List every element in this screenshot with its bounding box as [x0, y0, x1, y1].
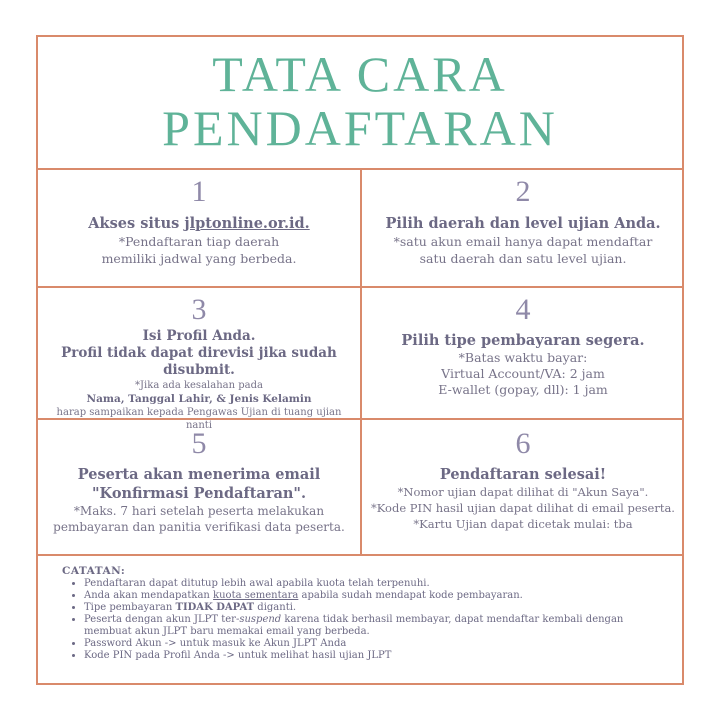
notes-list — [62, 578, 662, 662]
list-item — [84, 614, 662, 638]
list-item — [84, 602, 662, 614]
step-number: 5 — [191, 427, 207, 460]
step-number: 2 — [515, 175, 531, 208]
step-heading — [42, 214, 356, 233]
note-text-bold: TIDAK DAPAT — [175, 602, 255, 613]
step-heading: Profil tidak dapat direvisi jika sudah disubmit. — [61, 345, 337, 378]
notes-section — [62, 565, 662, 662]
step-4 — [362, 292, 684, 398]
step-note: *Jika ada kesalahan pada — [135, 380, 263, 391]
step-2 — [362, 174, 684, 267]
step-note: *Batas waktu bayar: — [458, 350, 588, 365]
step-heading: Pendaftaran selesai! — [439, 466, 607, 483]
step-heading: Pilih daerah dan level ujian Anda. — [385, 215, 661, 232]
list-item: • Password Akun -> untuk masuk ke Akun JLPT Anda — [84, 638, 662, 650]
step-number: 4 — [515, 293, 531, 326]
step-note: satu daerah dan satu level ujian. — [419, 251, 627, 266]
step-heading: "Konfirmasi Pendaftaran". — [91, 485, 307, 502]
step-1 — [38, 174, 360, 267]
note-text: Peserta dengan akun JLPT ter- — [84, 614, 240, 625]
title-line-2: PENDAFTARAN — [162, 100, 558, 156]
step-note: E-wallet (gopay, dll): 1 jam — [438, 382, 608, 397]
step-note: *Kode PIN hasil ujian dapat dilihat di email peserta. — [371, 501, 675, 515]
list-item — [84, 590, 662, 602]
step-note: *Maks. 7 hari setelah peserta melakukan — [73, 504, 325, 518]
step-heading: Isi Profil Anda. — [142, 328, 256, 344]
note-text: diganti. — [254, 602, 297, 613]
step-heading: Pilih tipe pembayaran segera. — [401, 332, 645, 349]
step-heading-text: Akses situs — [88, 215, 185, 232]
note-text-italic: suspend — [239, 614, 282, 625]
step-number: 6 — [515, 427, 531, 460]
notes-title: CATATAN: — [62, 565, 126, 577]
step-note: *Kartu Ujian dapat dicetak mulai: tba — [413, 517, 633, 531]
note-text: apabila sudah mendapat kode pembayaran. — [298, 590, 523, 601]
note-text: Anda akan mendapatkan — [84, 590, 214, 601]
step-note-bold: Nama, Tanggal Lahir, & Jenis Kelamin — [86, 393, 312, 405]
step-note: memiliki jadwal yang berbeda. — [101, 251, 297, 266]
step-number: 1 — [191, 175, 207, 208]
note-text: karena tidak berhasil membayar, dapat mendaftar kembali dengan membuat akun JLPT baru memakai email yang berbeda. — [84, 614, 624, 637]
step-note: harap sampaikan kepada Pengawas Ujian di tuang ujian nanti — [56, 407, 342, 431]
note-text: Tipe pembayaran — [84, 602, 176, 613]
step-6 — [362, 426, 684, 532]
step-note: *satu akun email hanya dapat mendaftar — [393, 234, 653, 249]
step-3 — [38, 292, 360, 432]
step-note: Virtual Account/VA: 2 jam — [441, 366, 605, 381]
step-note: *Nomor ujian dapat dilihat di "Akun Saya". — [397, 485, 649, 499]
step-5 — [38, 426, 360, 535]
step-heading: Peserta akan menerima email — [77, 466, 321, 483]
step-note: *Pendaftaran tiap daerah — [118, 234, 280, 249]
list-item: • Pendaftaran dapat ditutup lebih awal apabila kuota telah terpenuhi. — [84, 578, 662, 590]
step-number: 3 — [191, 293, 207, 326]
title-line-1: TATA CARA — [212, 46, 508, 102]
info-card — [36, 35, 684, 685]
step-note: pembayaran dan panitia verifikasi data peserta. — [53, 520, 345, 534]
jlpt-website-link[interactable]: jlptonline.or.id. — [184, 215, 310, 232]
note-text-underlined: kuota sementara — [213, 590, 299, 601]
list-item: • Kode PIN pada Profil Anda -> untuk melihat hasil ujian JLPT — [84, 650, 662, 662]
page-title — [38, 47, 682, 155]
